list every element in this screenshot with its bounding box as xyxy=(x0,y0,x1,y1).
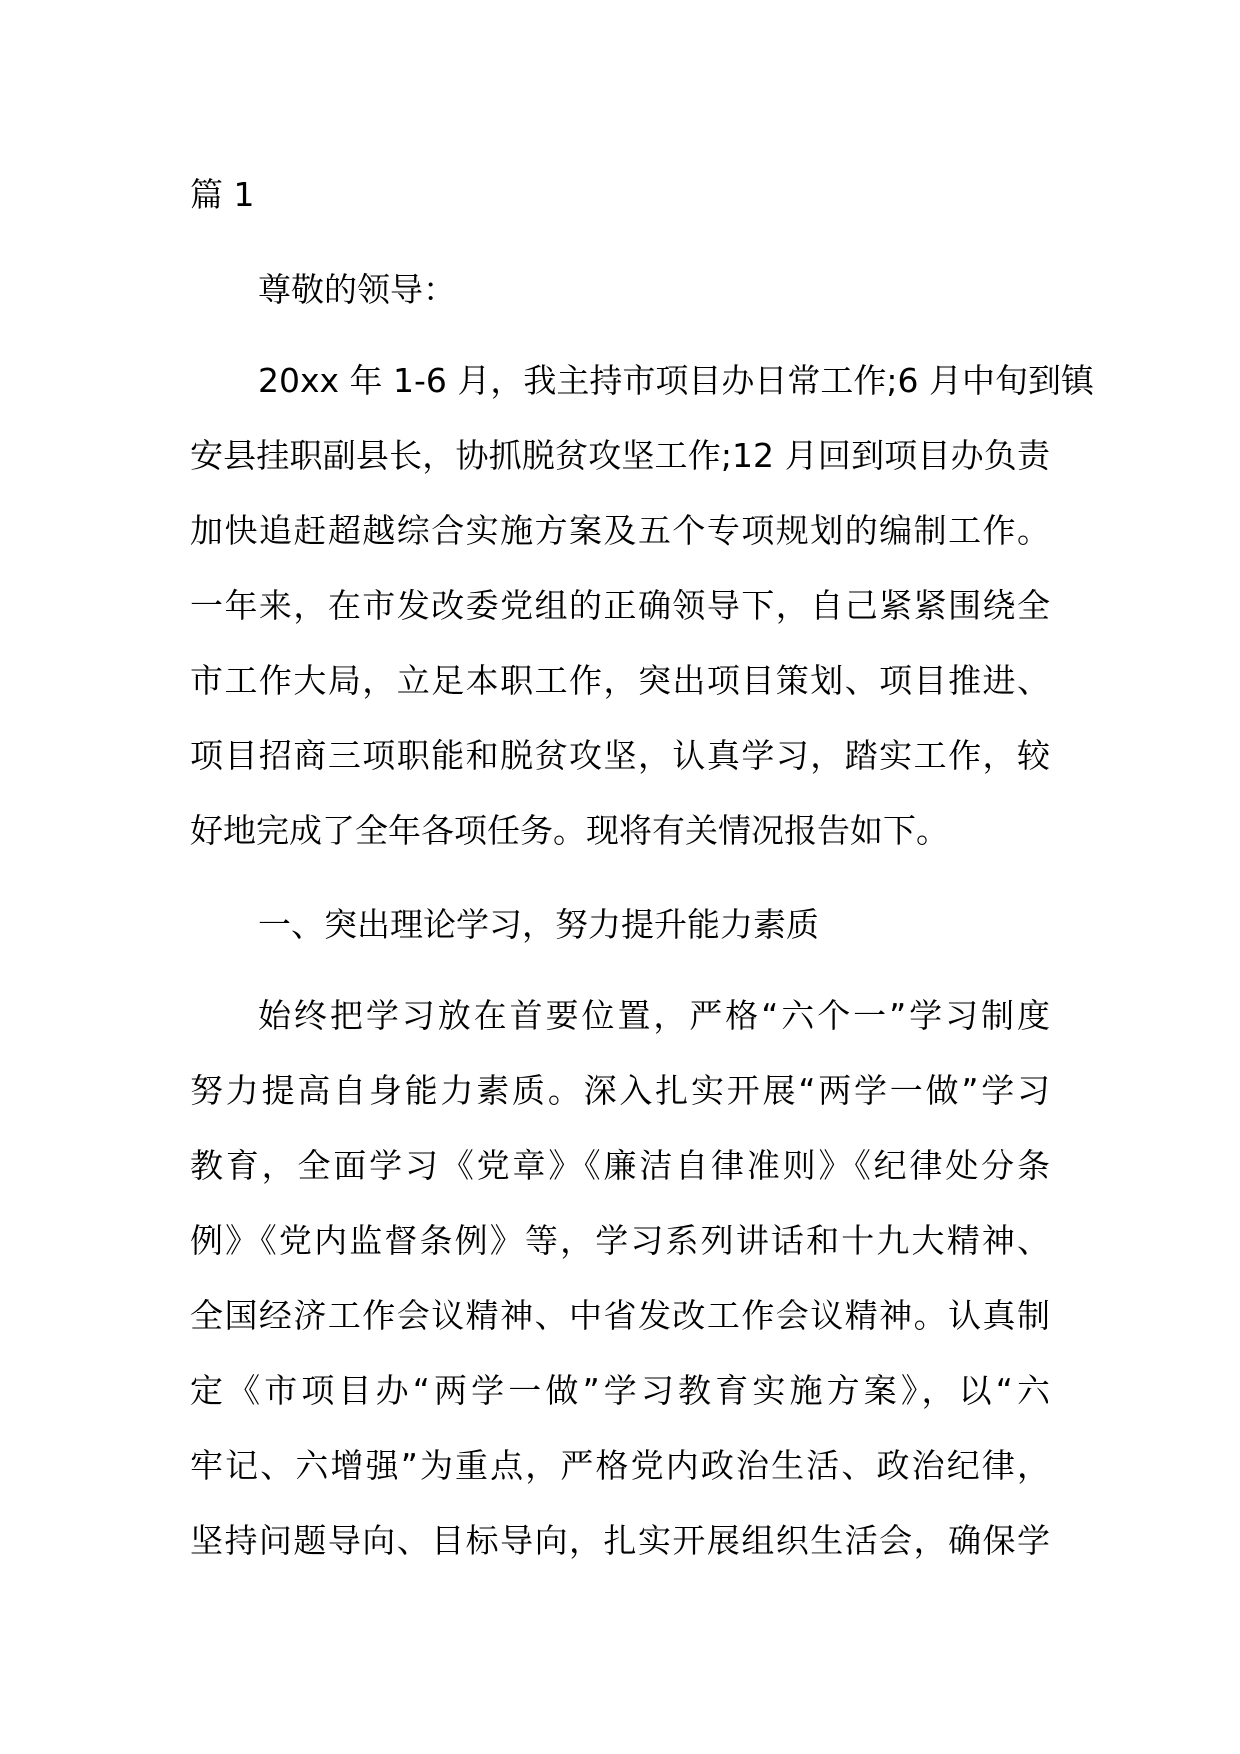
paragraph-line: 市工作大局，立足本职工作，突出项目策划、项目推进、 xyxy=(190,661,1050,700)
document-heading: 篇 1 xyxy=(190,175,255,214)
paragraph-intro xyxy=(190,343,1095,868)
paragraph-line: 一年来，在市发改委党组的正确领导下，自己紧紧围绕全 xyxy=(190,586,1050,625)
paragraph-line: 教育，全面学习《党章》《廉洁自律准则》《纪律处分条 xyxy=(190,1146,1050,1185)
paragraph-line: 项目招商三项职能和脱贫攻坚，认真学习，踏实工作，较 xyxy=(190,736,1050,775)
paragraph-line: 牢记、六增强”为重点，严格党内政治生活、政治纪律， xyxy=(190,1446,1050,1485)
paragraph-line: 安县挂职副县长，协抓脱贫攻坚工作;12 月回到项目办负责 xyxy=(190,436,1050,475)
paragraph-line: 坚持问题导向、目标导向，扎实开展组织生活会，确保学 xyxy=(190,1521,1050,1560)
paragraph-line: 例》《党内监督条例》等，学习系列讲话和十九大精神、 xyxy=(190,1221,1050,1260)
paragraph-line: 好地完成了全年各项任务。现将有关情况报告如下。 xyxy=(190,811,949,850)
paragraph-line: 全国经济工作会议精神、中省发改工作会议精神。认真制 xyxy=(190,1296,1050,1335)
paragraph-study xyxy=(190,978,1050,1578)
paragraph-line: 始终把学习放在首要位置，严格“六个一”学习制度 xyxy=(258,996,1050,1035)
salutation: 尊敬的领导： xyxy=(258,270,456,309)
paragraph-line: 20xx 年 1-6 月，我主持市项目办日常工作;6 月中旬到镇 xyxy=(258,361,1095,400)
paragraph-line: 努力提高自身能力素质。深入扎实开展“两学一做”学习 xyxy=(190,1071,1050,1110)
paragraph-line: 定《市项目办“两学一做”学习教育实施方案》，以“六 xyxy=(190,1371,1050,1410)
section-title: 一、突出理论学习，努力提升能力素质 xyxy=(258,905,819,944)
paragraph-line: 加快追赶超越综合实施方案及五个专项规划的编制工作。 xyxy=(190,511,1050,550)
